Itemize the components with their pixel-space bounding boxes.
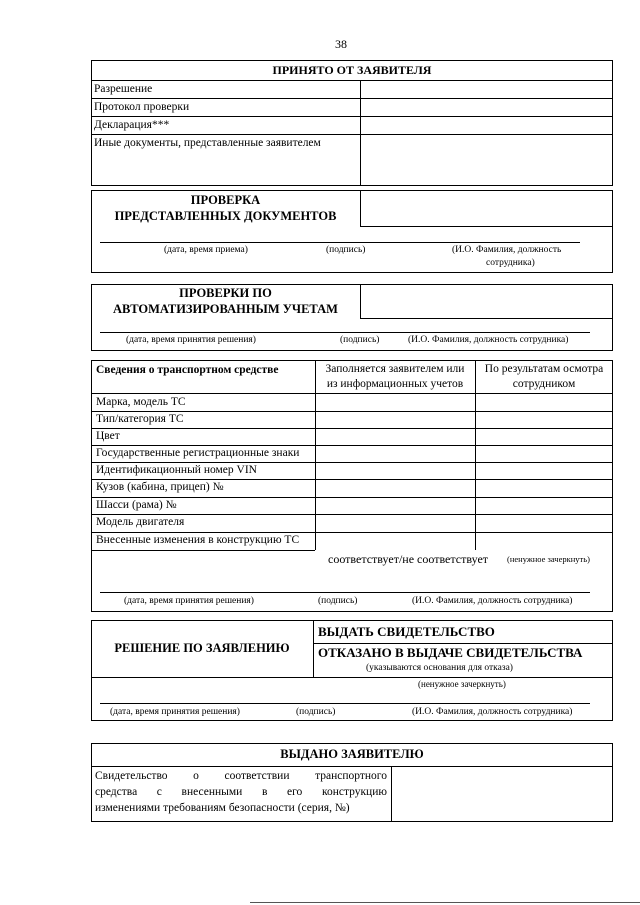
check-docs-name-label-2: сотрудника) bbox=[486, 258, 535, 268]
vehicle-name-label: (И.О. Фамилия, должность сотрудника) bbox=[412, 596, 573, 606]
issued-text-line-1: Свидетельство о соответствии транспортного bbox=[95, 770, 387, 782]
issued-text-line-2: средства с внесенными в его конструкцию bbox=[95, 786, 387, 798]
vehicle-header-applicant-2: из информационных учетов bbox=[326, 378, 464, 390]
check-auto-date-label: (дата, время принятия решения) bbox=[126, 335, 256, 345]
issued-title: ВЫДАНО ЗАЯВИТЕЛЮ bbox=[280, 747, 424, 761]
vehicle-row-vin: Идентификационный номер VIN bbox=[96, 464, 257, 476]
vehicle-header-applicant-1: Заполняется заявителем или bbox=[325, 363, 465, 375]
decision-strike-note: (ненужное зачеркнуть) bbox=[418, 679, 506, 689]
vehicle-row-color: Цвет bbox=[96, 430, 120, 442]
check-auto-name-label: (И.О. Фамилия, должность сотрудника) bbox=[408, 335, 569, 345]
vehicle-conformity: соответствует/не соответствует bbox=[328, 552, 489, 566]
check-docs-date-label: (дата, время приема) bbox=[164, 245, 248, 255]
issued-text-line-3: изменениями требованиям безопасности (серия, №) bbox=[95, 802, 350, 814]
check-docs-title-1: ПРОВЕРКА bbox=[190, 193, 261, 207]
vehicle-row-body: Кузов (кабина, прицеп) № bbox=[96, 481, 224, 493]
received-title: ПРИНЯТО ОТ ЗАЯВИТЕЛЯ bbox=[272, 63, 432, 77]
vehicle-row-plates: Государственные регистрационные знаки bbox=[96, 447, 300, 459]
check-docs-name-label-1: (И.О. Фамилия, должность bbox=[452, 245, 562, 255]
received-row-protocol: Протокол проверки bbox=[94, 101, 190, 113]
vehicle-header-inspection-1: По результатам осмотра bbox=[484, 363, 604, 375]
vehicle-row-chassis: Шасси (рама) № bbox=[96, 499, 177, 511]
vehicle-row-engine: Модель двигателя bbox=[96, 516, 185, 528]
decision-reason-note: (указываются основания для отказа) bbox=[366, 663, 513, 673]
check-auto-title-1: ПРОВЕРКИ ПО bbox=[179, 286, 272, 300]
page-number: 38 bbox=[335, 37, 347, 51]
vehicle-header-inspection-2: сотрудником bbox=[512, 378, 576, 390]
received-row-permit: Разрешение bbox=[94, 83, 153, 95]
vehicle-row-type: Тип/категория ТС bbox=[96, 413, 184, 425]
check-docs-sign-label: (подпись) bbox=[326, 245, 366, 255]
decision-date-label: (дата, время принятия решения) bbox=[110, 707, 240, 717]
decision-title: РЕШЕНИЕ ПО ЗАЯВЛЕНИЮ bbox=[114, 641, 290, 655]
received-row-other-docs: Иные документы, представленные заявителем bbox=[94, 137, 321, 149]
vehicle-conformity-note: (ненужное зачеркнуть) bbox=[507, 554, 590, 564]
decision-option-issue: ВЫДАТЬ СВИДЕТЕЛЬСТВО bbox=[318, 624, 495, 639]
vehicle-header-info: Сведения о транспортном средстве bbox=[96, 364, 279, 376]
received-row-declaration: Декларация*** bbox=[94, 119, 170, 131]
decision-name-label: (И.О. Фамилия, должность сотрудника) bbox=[412, 707, 573, 717]
decision-sign-label: (подпись) bbox=[296, 707, 336, 717]
received-section bbox=[91, 60, 613, 186]
check-auto-sign-label: (подпись) bbox=[340, 335, 380, 345]
vehicle-date-label: (дата, время принятия решения) bbox=[124, 596, 254, 606]
vehicle-row-make: Марка, модель ТС bbox=[96, 396, 186, 408]
decision-option-refuse: ОТКАЗАНО В ВЫДАЧЕ СВИДЕТЕЛЬСТВА bbox=[318, 645, 583, 660]
check-auto-title-2: АВТОМАТИЗИРОВАННЫМ УЧЕТАМ bbox=[113, 302, 338, 316]
vehicle-row-modifications: Внесенные изменения в конструкцию ТС bbox=[96, 534, 300, 546]
check-docs-title-2: ПРЕДСТАВЛЕННЫХ ДОКУМЕНТОВ bbox=[114, 209, 337, 223]
vehicle-sign-label: (подпись) bbox=[318, 596, 358, 606]
